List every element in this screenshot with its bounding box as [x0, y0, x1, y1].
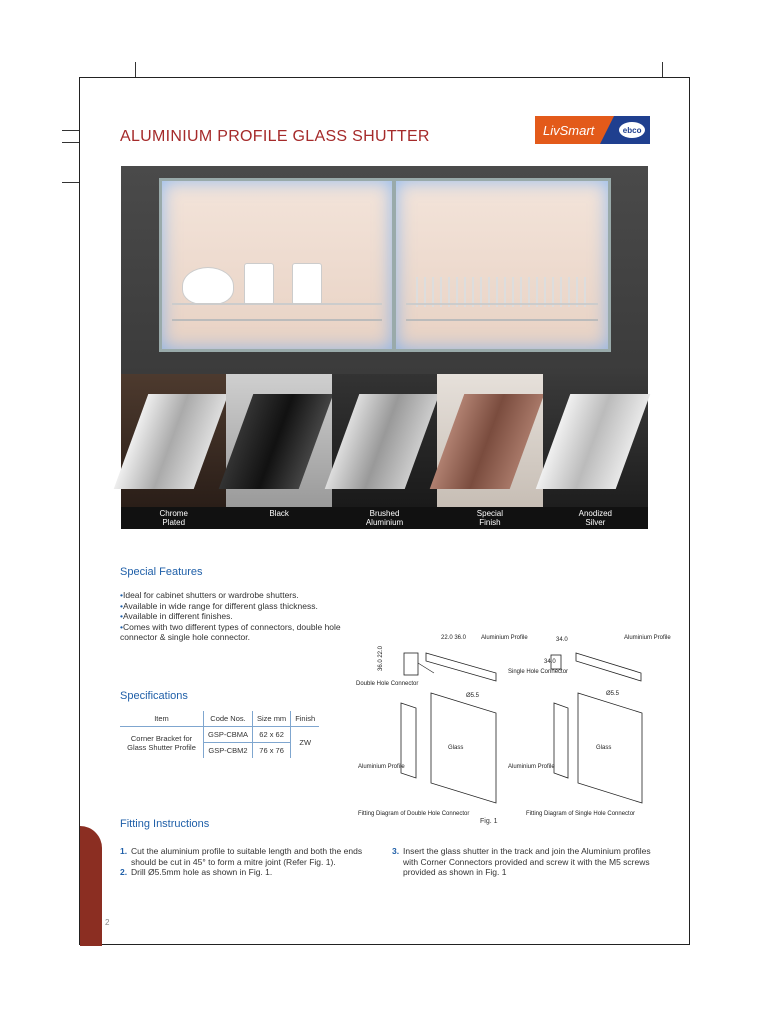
teapot	[182, 267, 234, 305]
profile-label	[481, 635, 528, 641]
profile-top	[576, 653, 641, 681]
features-list	[120, 590, 380, 643]
crop-mark	[135, 62, 136, 77]
profile-finishes	[121, 374, 648, 507]
profile-anodized	[543, 374, 648, 507]
glass-label: Glass	[596, 745, 612, 751]
wire-shelf	[172, 303, 382, 321]
fitting-heading: Fitting Instructions	[120, 818, 210, 830]
hole-label: Ø5.5	[606, 691, 620, 697]
finish-label: Anodized Silver	[578, 509, 612, 527]
double-hole-diagram	[356, 635, 528, 817]
fitting-step	[120, 867, 375, 878]
specs-code-cell: GSP-CBMA	[204, 727, 253, 743]
step-text: Drill Ø5.5mm hole as shown in Fig. 1.	[131, 867, 273, 877]
dim-label-vertical: 34.0	[544, 659, 556, 665]
specs-code-cell: GSP-CBM2	[204, 743, 253, 759]
profile-side-label: Aluminium Profile	[508, 764, 555, 770]
page-number: 2	[105, 918, 110, 927]
step-number: 3.	[392, 846, 400, 856]
profile-bar	[114, 394, 229, 489]
step-number: 1.	[120, 846, 128, 856]
step-text: Cut the aluminium profile to suitable length and both the ends should be cut in 45° to form a mitre joint (Refer Fig. 1).	[131, 846, 363, 867]
double-diagram-caption: Fitting Diagram of Double Hole Connector	[358, 811, 470, 817]
logo-badge-area	[614, 116, 650, 144]
finish-label: Black	[269, 509, 289, 518]
finish-labels	[121, 507, 648, 529]
dim-label: 34.0	[556, 637, 568, 643]
crop-mark	[62, 182, 79, 183]
fitting-steps-left	[120, 846, 375, 878]
profile-special	[437, 374, 542, 507]
cabinet-right-shutter	[393, 178, 611, 352]
crop-mark	[62, 130, 79, 131]
wire-shelf	[406, 303, 598, 321]
specs-size-cell: 76 x 76	[253, 743, 291, 759]
specs-table	[120, 711, 319, 758]
glass-label: Glass	[448, 745, 464, 751]
profile-bar	[535, 394, 650, 489]
profile-side-label: Aluminium Profile	[358, 764, 405, 770]
profile-black	[226, 374, 331, 507]
single-connector-label: Single Hole Connector	[508, 669, 569, 675]
double-connector-shape	[404, 653, 418, 675]
specs-size-cell: 62 x 62	[253, 727, 291, 743]
specs-item-cell: Corner Bracket for Glass Shutter Profile	[120, 727, 204, 759]
specs-heading: Specifications	[120, 690, 188, 702]
dim-label: 22.0 36.0	[441, 635, 467, 641]
fitting-steps-right	[392, 846, 652, 878]
specs-col-header: Code Nos.	[204, 711, 253, 727]
profile-top	[426, 653, 496, 681]
logo-divider	[600, 116, 614, 144]
single-hole-diagram	[508, 635, 671, 817]
profile-chrome	[121, 374, 226, 507]
dim-label-vertical: 36.0 22.0	[378, 645, 384, 671]
double-connector-label: Double Hole Connector	[356, 681, 419, 687]
feature-item: • Available in different finishes.	[120, 611, 380, 622]
page-edge-tab	[80, 826, 102, 946]
profile-label-line: Aluminium Profile	[481, 635, 528, 641]
profile-side	[554, 703, 568, 778]
fitting-step	[392, 846, 652, 878]
specs-col-header: Item	[154, 714, 169, 723]
fitting-diagram	[356, 633, 671, 818]
logo-wordmark: LivSmart	[535, 116, 600, 144]
page-title: ALUMINIUM PROFILE GLASS SHUTTER	[120, 128, 430, 145]
profile-bar	[430, 394, 545, 489]
profile-bar	[325, 394, 440, 489]
mug	[244, 263, 274, 305]
fitting-step	[120, 846, 375, 867]
feature-item: • Available in wide range for different glass thickness.	[120, 601, 380, 612]
finish-label: Chrome Plated	[159, 509, 188, 527]
profile-bar	[219, 394, 334, 489]
cabinet-left-shutter	[159, 178, 395, 352]
glass-panel	[431, 693, 496, 803]
specs-col-header: Finish	[291, 711, 320, 727]
crop-mark	[662, 62, 663, 77]
feature-item: • Ideal for cabinet shutters or wardrobe shutters.	[120, 590, 380, 601]
brand-logo	[535, 116, 650, 144]
figure-caption: Fig. 1	[480, 818, 498, 825]
finish-label: Special Finish	[476, 509, 504, 527]
specs-col-header: Size mm	[253, 711, 291, 727]
logo-badge: ebco	[619, 122, 645, 138]
brochure-page	[79, 77, 690, 945]
crop-mark	[62, 142, 79, 143]
profile-brushed	[332, 374, 437, 507]
specs-finish-cell: ZW	[291, 727, 320, 759]
hole-label: Ø5.5	[466, 693, 480, 699]
step-number: 2.	[120, 867, 128, 877]
single-diagram-caption: Fitting Diagram of Single Hole Connector	[526, 811, 636, 817]
features-heading: Special Features	[120, 566, 203, 578]
mug	[292, 263, 322, 305]
cabinet-photo	[121, 166, 648, 374]
finish-label: Brushed Aluminium	[365, 509, 404, 527]
feature-item: • Comes with two different types of connectors, double hole connector & single hole connector.	[120, 622, 380, 643]
profile-label: Aluminium Profile	[624, 635, 671, 641]
step-text: Insert the glass shutter in the track and join the Aluminium profiles with Corner Connectors provided and screw it with the M5 screws provided as shown in Fig. 1	[403, 846, 651, 877]
leader-line	[418, 663, 434, 673]
